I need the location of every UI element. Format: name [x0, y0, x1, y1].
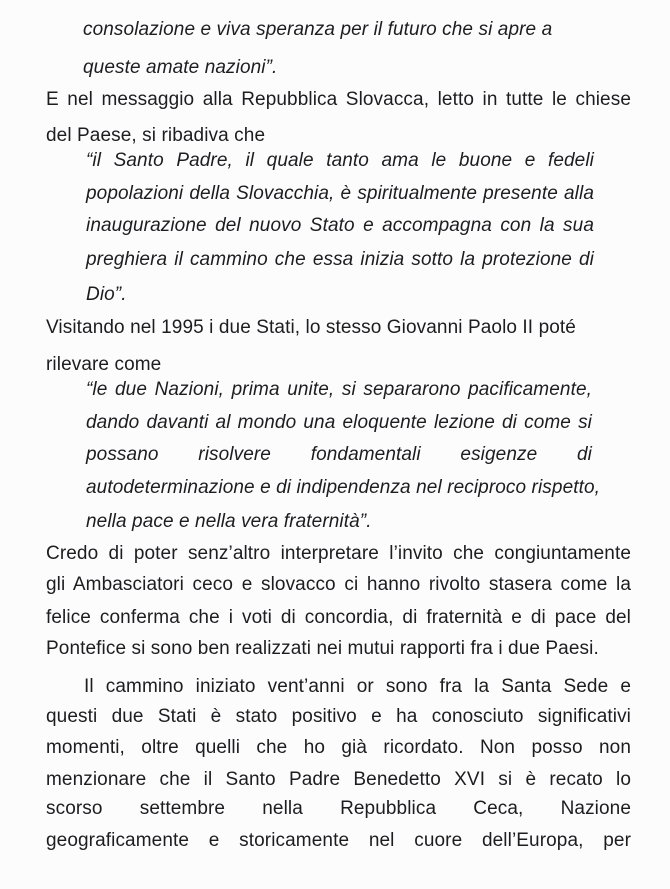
- text-line-24: menzionare che il Santo Padre Benedetto XVI si è recato lo: [46, 769, 631, 790]
- text-line-10: Visitando nel 1995 i due Stati, lo stesso Giovanni Paolo II poté: [46, 317, 576, 338]
- text-line-20: Pontefice si sono ben realizzati nei mutui rapporti fra i due Paesi.: [46, 638, 599, 659]
- text-line-1: consolazione e viva speranza per il futuro che si apre a: [83, 19, 553, 40]
- text-line-25: scorso settembre nella Repubblica Ceca, Nazione: [46, 798, 631, 819]
- text-line-7: inaugurazione del nuovo Stato e accompagna con la sua: [86, 215, 594, 236]
- text-line-12: “le due Nazioni, prima unite, si separarono pacificamente,: [86, 379, 592, 400]
- text-line-11: rilevare come: [46, 354, 162, 375]
- text-line-15: autodeterminazione e di indipendenza nel reciproco rispetto,: [86, 477, 601, 498]
- text-line-17: Credo di poter senz’altro interpretare l’invito che congiuntamente: [46, 543, 631, 564]
- text-line-16: nella pace e nella vera fraternità”.: [86, 511, 372, 532]
- text-line-5: “il Santo Padre, il quale tanto ama le buone e fedeli: [86, 150, 594, 171]
- text-line-2: queste amate nazioni”.: [83, 57, 278, 78]
- text-line-3: E nel messaggio alla Repubblica Slovacca, letto in tutte le chiese: [46, 89, 631, 110]
- text-line-14: possano risolvere fondamentali esigenze di: [86, 444, 592, 465]
- text-line-4: del Paese, si ribadiva che: [46, 125, 266, 146]
- text-line-13: dando davanti al mondo una eloquente lezione di come si: [86, 412, 592, 433]
- text-line-18: gli Ambasciatori ceco e slovacco ci hanno rivolto stasera come la: [46, 574, 631, 595]
- text-line-26: geograficamente e storicamente nel cuore dell’Europa, per: [46, 830, 631, 851]
- text-line-6: popolazioni della Slovacchia, è spiritualmente presente alla: [86, 183, 594, 204]
- text-line-23: momenti, oltre quelli che ho già ricordato. Non posso non: [46, 737, 631, 758]
- text-line-21: Il cammino iniziato vent’anni or sono fra la Santa Sede e: [84, 676, 631, 697]
- text-line-19: felice conferma che i voti di concordia, di fraternità e di pace del: [46, 607, 631, 628]
- text-line-9: Dio”.: [86, 284, 127, 305]
- text-line-8: preghiera il cammino che essa inizia sotto la protezione di: [86, 249, 594, 270]
- text-line-22: questi due Stati è stato positivo e ha conosciuto significativi: [46, 706, 631, 727]
